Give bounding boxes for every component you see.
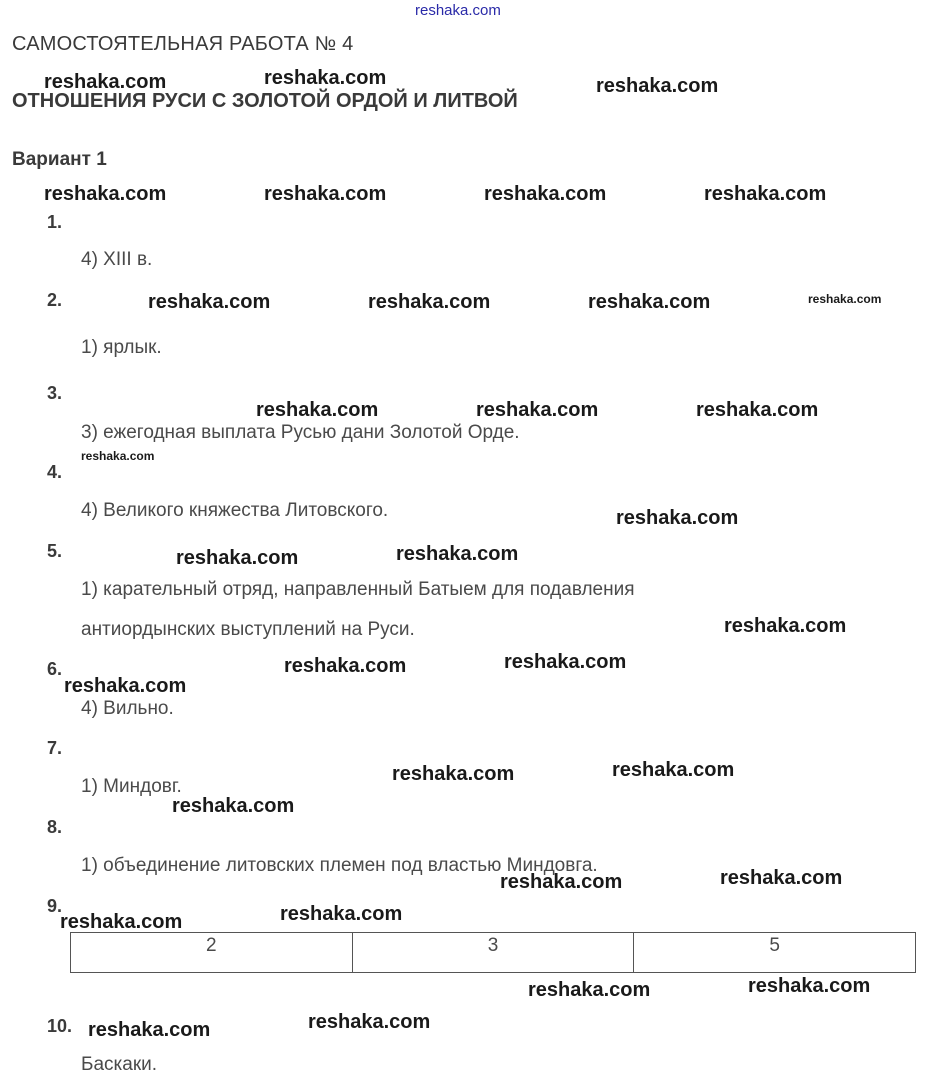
answer-text: 1) карательный отряд, направленный Батыем для подавления: [81, 579, 635, 600]
question-number: 7.: [47, 738, 63, 758]
question-number: 3.: [47, 383, 63, 403]
watermark: reshaka.com: [148, 291, 271, 313]
watermark: reshaka.com: [504, 651, 627, 673]
answer-text: 1) объединение литовских племен под властью Миндовга.: [81, 855, 598, 876]
watermark: reshaka.com: [264, 183, 387, 205]
work-title: ОТНОШЕНИЯ РУСИ С ЗОЛОТОЙ ОРДОЙ И ЛИТВОЙ: [12, 90, 518, 112]
watermark: reshaka.com: [60, 911, 183, 933]
answer-text: Баскаки.: [81, 1054, 158, 1075]
watermark: reshaka.com: [64, 675, 187, 697]
watermark: reshaka.com: [484, 183, 607, 205]
table-cell: 5: [634, 933, 916, 973]
site-label-top[interactable]: reshaka.com: [415, 2, 501, 19]
answer-text: 4) Вильно.: [81, 698, 174, 719]
watermark: reshaka.com: [500, 871, 623, 893]
question-number: 6.: [47, 659, 63, 679]
table-cell: 3: [352, 933, 634, 973]
watermark: reshaka.com: [808, 292, 882, 306]
question-number: 4.: [47, 462, 63, 482]
question-number: 9.: [47, 896, 63, 916]
question-number: 5.: [47, 541, 63, 561]
watermark: reshaka.com: [44, 183, 167, 205]
watermark: reshaka.com: [368, 291, 491, 313]
watermark: reshaka.com: [696, 399, 819, 421]
table-row: [71, 933, 916, 973]
answer-text: 1) ярлык.: [81, 337, 162, 358]
table-cell: 2: [71, 933, 353, 973]
answer-text: 4) Великого княжества Литовского.: [81, 500, 389, 521]
watermark: reshaka.com: [704, 183, 827, 205]
question-number: 1.: [47, 212, 63, 232]
watermark: reshaka.com: [720, 867, 843, 889]
watermark: reshaka.com: [724, 615, 847, 637]
watermark: reshaka.com: [176, 547, 299, 569]
answer-text: 1) Миндовг.: [81, 776, 182, 797]
answer-text: 4) XIII в.: [81, 249, 153, 270]
answer-text: антиордынских выступлений на Руси.: [81, 619, 415, 640]
work-header: САМОСТОЯТЕЛЬНАЯ РАБОТА № 4: [12, 33, 354, 55]
watermark: reshaka.com: [264, 67, 387, 89]
watermark: reshaka.com: [588, 291, 711, 313]
watermark: reshaka.com: [81, 449, 155, 463]
watermark: reshaka.com: [172, 795, 295, 817]
watermark: reshaka.com: [392, 763, 515, 785]
answer-text: 3) ежегодная выплата Русью дани Золотой Орде.: [81, 422, 520, 443]
watermark: reshaka.com: [612, 759, 735, 781]
variant-heading: Вариант 1: [12, 149, 107, 170]
watermark: reshaka.com: [280, 903, 403, 925]
watermark: reshaka.com: [748, 975, 871, 997]
watermark: reshaka.com: [528, 979, 651, 1001]
watermark: reshaka.com: [476, 399, 599, 421]
watermark: reshaka.com: [308, 1011, 431, 1033]
watermark: reshaka.com: [88, 1019, 211, 1041]
watermark: reshaka.com: [284, 655, 407, 677]
watermark: reshaka.com: [396, 543, 519, 565]
question-number: 2.: [47, 290, 63, 310]
watermark: reshaka.com: [256, 399, 379, 421]
watermark: reshaka.com: [616, 507, 739, 529]
watermark: reshaka.com: [44, 71, 167, 93]
question-number: 10.: [47, 1016, 73, 1036]
question-number: 8.: [47, 817, 63, 837]
answer-table: [70, 932, 916, 973]
watermark: reshaka.com: [596, 75, 719, 97]
